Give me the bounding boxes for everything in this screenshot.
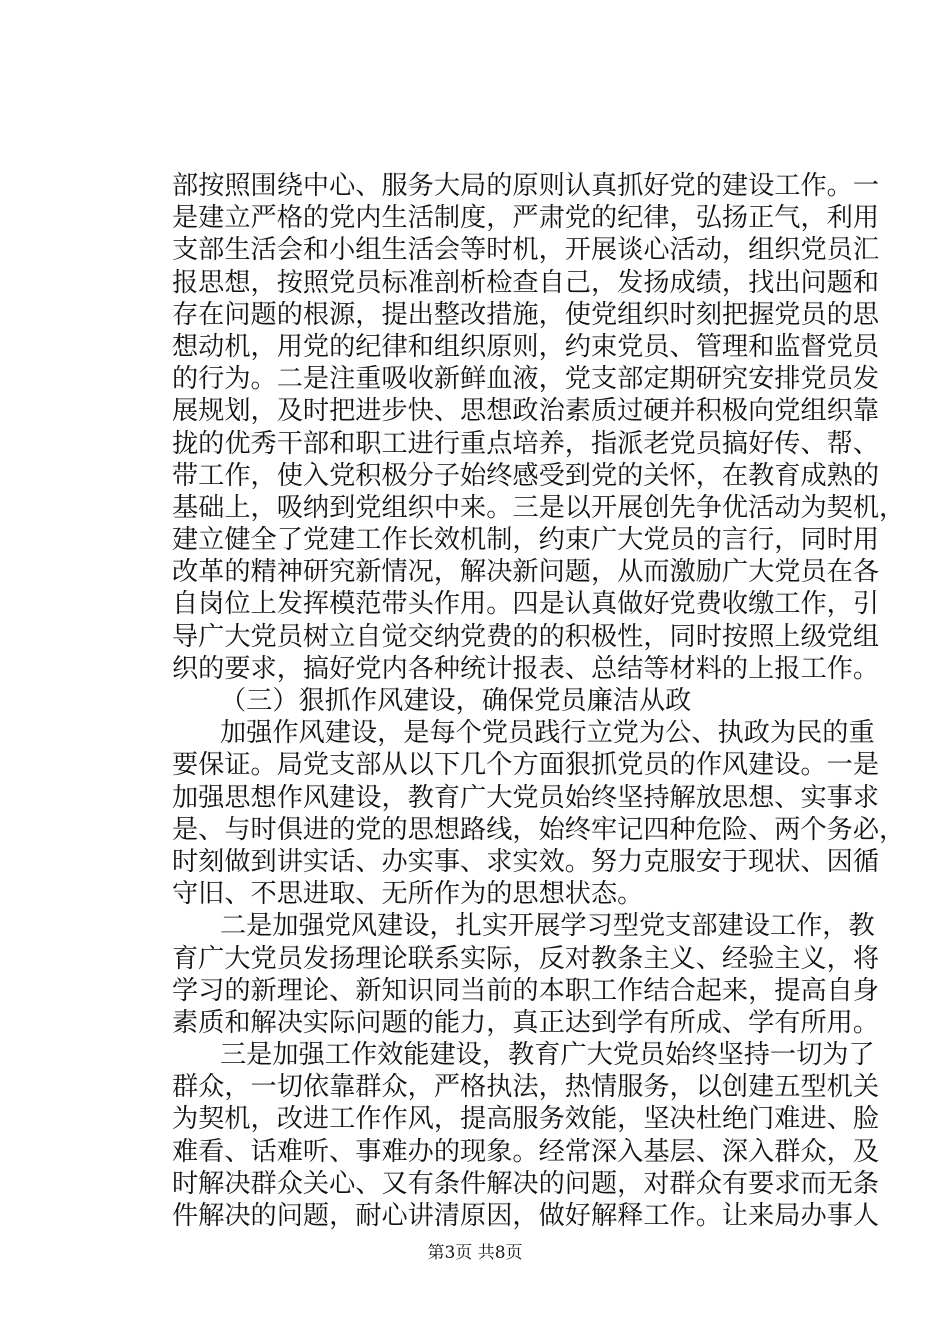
text-line: 时解决群众关心、又有条件解决的问题，对群众有要求而无条 (172, 1168, 880, 1199)
text-line: 带工作，使入党积极分子始终感受到党的关怀，在教育成熟的 (172, 460, 880, 491)
text-line: 加强思想作风建设，教育广大党员始终坚持解放思想、实事求 (172, 782, 880, 813)
text-line: 改革的精神研究新情况，解决新问题，从而激励广大党员在各 (172, 557, 880, 588)
text-line: 群众，一切依靠群众，严格执法，热情服务，以创建五型机关 (172, 1072, 880, 1103)
text-line: 加强作风建设，是每个党员践行立党为公、执政为民的重 (220, 718, 875, 749)
text-line: 存在问题的根源，提出整改措施，使党组织时刻把握党员的思 (172, 299, 880, 330)
text-line: 支部生活会和小组生活会等时机，开展谈心活动，组织党员汇 (172, 235, 880, 266)
text-line: 件解决的问题，耐心讲清原因，做好解释工作。让来局办事人 (172, 1201, 880, 1231)
text-line: 织的要求，搞好党内各种统计报表、总结等材料的上报工作。 (172, 653, 880, 684)
document-body (172, 170, 906, 1232)
text-line: 育广大党员发扬理论联系实际，反对教条主义、经验主义，将 (172, 943, 880, 974)
text-line: 想动机，用党的纪律和组织原则，约束党员、管理和监督党员 (172, 331, 880, 362)
text-line: 为契机，改进工作作风，提高服务效能，坚决杜绝门难进、脸 (172, 1104, 880, 1135)
text-line: 二是加强党风建设，扎实开展学习型党支部建设工作，教 (220, 911, 875, 942)
text-line: 部按照围绕中心、服务大局的原则认真抓好党的建设工作。一 (172, 171, 880, 201)
text-line: 守旧、不思进取、无所作为的思想状态。 (172, 879, 644, 910)
text-line: 自岗位上发挥模范带头作用。四是认真做好党费收缴工作，引 (172, 589, 880, 620)
text-line: 基础上，吸纳到党组织中来。三是以开展创先争优活动为契机， (172, 492, 906, 523)
text-line: 三是加强工作效能建设，教育广大党员始终坚持一切为了 (220, 1040, 875, 1071)
text-line: 导广大党员树立自觉交纳党费的的积极性，同时按照上级党组 (172, 621, 880, 652)
text-line: 拢的优秀干部和职工进行重点培养，指派老党员搞好传、帮、 (172, 428, 880, 459)
text-line: 难看、话难听、事难办的现象。经常深入基层、深入群众，及 (172, 1136, 880, 1167)
text-line: 素质和解决实际问题的能力，真正达到学有所成、学有所用。 (172, 1007, 880, 1038)
text-line: 学习的新理论、新知识同当前的本职工作结合起来，提高自身 (172, 975, 880, 1006)
text-line: 的行为。二是注重吸收新鲜血液，党支部定期研究安排党员发 (172, 364, 880, 395)
text-line: 要保证。局党支部从以下几个方面狠抓党员的作风建设。一是 (172, 750, 880, 781)
text-line: 时刻做到讲实话、办实事、求实效。努力克服安于现状、因循 (172, 846, 880, 877)
text-line: （三）狠抓作风建设，确保党员廉洁从政 (220, 686, 692, 716)
text-line: 是、与时俱进的党的思想路线，始终牢记四种危险、两个务必， (172, 814, 906, 845)
page-number-footer: 第3页 共8页 (427, 1243, 523, 1263)
text-line: 展规划，及时把进步快、思想政治素质过硬并积极向党组织靠 (172, 396, 880, 427)
text-line: 建立健全了党建工作长效机制，约束广大党员的言行，同时用 (172, 525, 880, 556)
text-line: 报思想，按照党员标准剖析检查自己，发扬成绩，找出问题和 (172, 267, 880, 298)
text-line: 是建立严格的党内生活制度，严肃党的纪律，弘扬正气，利用 (172, 203, 880, 234)
